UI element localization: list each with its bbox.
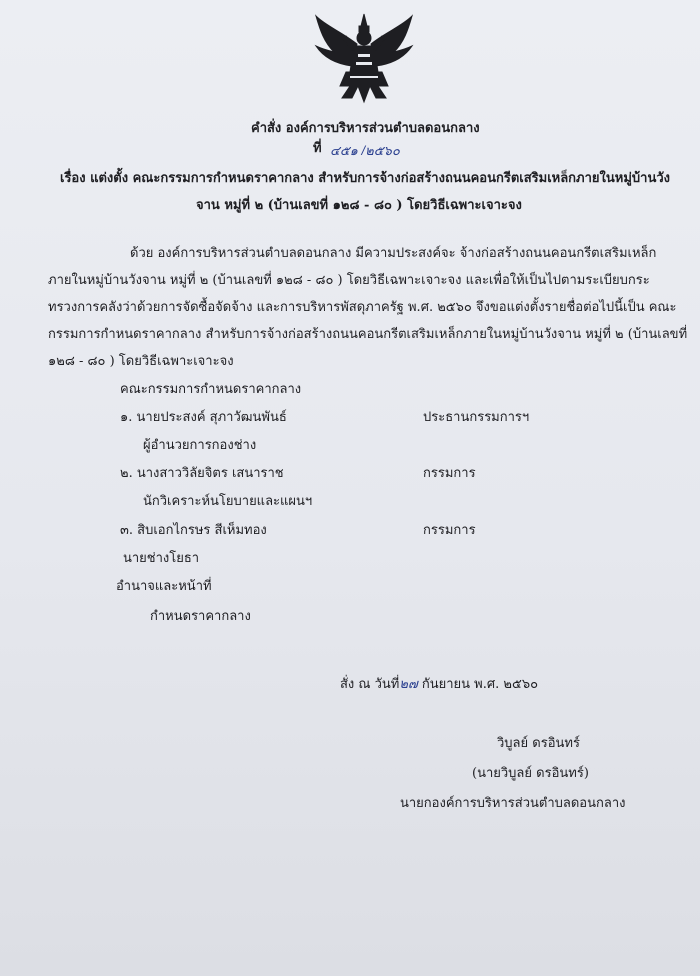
- subject-line-1: เรื่อง แต่งตั้ง คณะกรรมการกำหนดราคากลาง สำหรับการจ้างก่อสร้างถนนคอนกรีตเสริมเหล็กภายในหมู่บ้านวัง: [60, 171, 671, 186]
- duties-heading: อำนาจและหน้าที่: [116, 579, 212, 594]
- member-position: ผู้อำนวยการกองช่าง: [143, 438, 257, 453]
- body-line: ๑๒๘ - ๘๐ ) โดยวิธีเฉพาะเจาะจง: [48, 354, 234, 369]
- committee-heading: คณะกรรมการกำหนดราคากลาง: [120, 382, 302, 397]
- duties-text: กำหนดราคากลาง: [150, 609, 251, 624]
- member-name: ๑. นายประสงค์ สุภาวัฒนพันธ์: [120, 410, 287, 425]
- member-position: นักวิเคราะห์นโยบายและแผนฯ: [143, 494, 313, 509]
- signature-name: วิบูลย์ ดรอินทร์: [497, 736, 580, 751]
- signature-full-name: (นายวิบูลย์ ดรอินทร์): [472, 766, 589, 781]
- member-role: กรรมการ: [423, 523, 476, 538]
- body-line: กรรมการกำหนดราคากลาง สำหรับการจ้างก่อสร้างถนนคอนกรีตเสริมเหล็กภายในหมู่บ้านวังจาน หมู่ที่ ๒ (บ้านเลขที่: [48, 327, 688, 342]
- body-line: ทรวงการคลังว่าด้วยการจัดซื้อจัดจ้าง และการบริหารพัสดุภาครัฐ พ.ศ. ๒๕๖๐ จึงขอแต่งตั้งรายชื่อต่อไปนี้เป็น คณะ: [48, 300, 677, 315]
- member-role: ประธานกรรมการฯ: [423, 410, 530, 425]
- order-date: [340, 675, 538, 694]
- garuda-emblem-icon: [312, 12, 416, 104]
- date-day: ๒๗: [399, 676, 418, 691]
- member-position: นายช่างโยธา: [123, 551, 200, 566]
- subject-line-2: จาน หมู่ที่ ๒ (บ้านเลขที่ ๑๒๘ - ๘๐ ) โดยวิธีเฉพาะเจาะจง: [196, 198, 522, 213]
- signature-title: นายกองค์การบริหารส่วนตำบลดอนกลาง: [400, 796, 626, 811]
- body-line: ด้วย องค์การบริหารส่วนตำบลดอนกลาง มีความประสงค์จะ จ้างก่อสร้างถนนคอนกรีตเสริมเหล็ก: [130, 246, 657, 261]
- date-suffix: กันยายน พ.ศ. ๒๕๖๐: [421, 677, 538, 692]
- order-title: คำสั่ง องค์การบริหารส่วนตำบลดอนกลาง: [251, 121, 480, 136]
- order-number: ๔๕๑ /๒๕๖๐: [330, 143, 400, 158]
- order-prefix: ที่: [313, 141, 322, 156]
- member-name: ๒. นางสาววิลัยจิตร เสนาราช: [120, 466, 284, 481]
- member-name: ๓. สิบเอกไกรษร สีเห็มทอง: [120, 523, 267, 538]
- date-prefix: สั่ง ณ วันที่: [340, 677, 400, 692]
- body-line: ภายในหมู่บ้านวังจาน หมู่ที่ ๒ (บ้านเลขที่ ๑๒๘ - ๘๐ ) โดยวิธีเฉพาะเจาะจง และเพื่อให้เป็นไปตามระเบียบกระ: [48, 273, 650, 288]
- member-role: กรรมการ: [423, 466, 476, 481]
